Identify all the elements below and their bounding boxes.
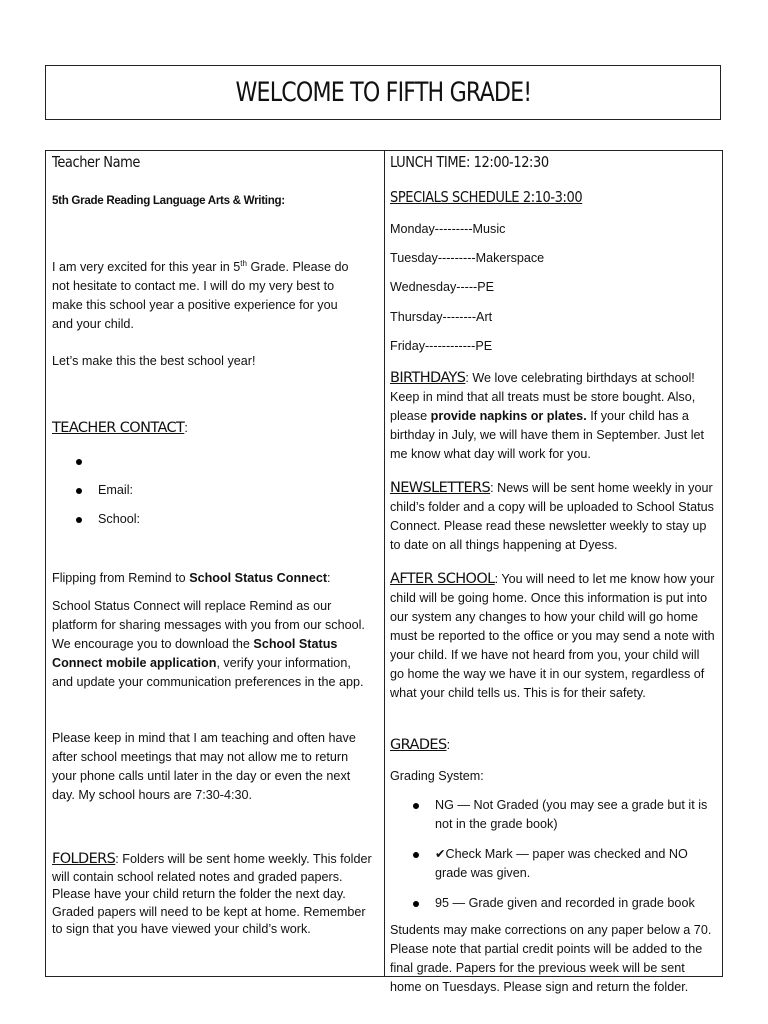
teacher-contact-heading: TEACHER CONTACT: [52,420,188,436]
newsletters-heading: NEWSLETTERS [390,480,491,496]
subject-heading: 5th Grade Reading Language Arts & Writing: [52,194,285,207]
grading-item: NG — Not Graded (you may see a grade but it is not in the grade book) [385,796,715,845]
newsletters-paragraph: NEWSLETTERS: News will be sent home weekly in your child’s folder and a copy will be uploaded to School Status Connect. Please read these newsletter weekly to stay up to date on all things happening at Dyess. [390,480,714,552]
grading-item: ✔Check Mark — paper was checked and NO grade was given. [385,845,715,894]
content-table [45,150,723,994]
schedule-item: Tuesday---------Makerspace [390,251,545,266]
contact-list [46,452,366,539]
specials-schedule-heading: SPECIALS SCHEDULE 2:10-3:00 [390,188,583,206]
page-title: WELCOME TO FIFTH GRADE! [235,77,531,108]
contact-item [46,452,366,481]
corrections-paragraph: Students may make corrections on any paper below a 70. Please note that partial credit points will be added to the final grade. Papers for the previous week will be sent home on Tuesdays. Please sign and return the folder. [390,923,712,994]
bullet-icon [413,901,419,907]
title-box [45,65,721,120]
contact-item-email: Email: [46,481,366,510]
schedule-item: Thursday--------Art [390,309,493,324]
grading-list [385,796,715,923]
schedule-item: Wednesday-----PE [390,280,495,295]
bullet-icon [76,459,82,465]
flipping-text: Flipping from Remind to School Status Connect: [52,571,331,585]
after-school-paragraph: AFTER SCHOOL: You will need to let me know how your child will be going home. Once this information is put into our system any changes to how your child will go home must be reported to the office or you may send a note with your child. If we have not heard from you, your child will go home the way we have it in our system, regardless of what your child tells us. This is for their safety. [390,571,715,700]
schedule-item: Monday---------Music [390,222,506,236]
intro-paragraph: I am very excited for this year in 5th Grade. Please do not hesitate to contact me. I will do my very best to make this school year a positive experience for you and your child. [52,258,349,331]
schedule-item: Friday------------PE [390,338,493,353]
grading-item: 95 — Grade given and recorded in grade book [385,894,715,923]
folders-paragraph: FOLDERS: Folders will be sent home weekly. This folder will contain school related notes and graded papers. Please have your child return the folder the next day. Graded papers will need to be kept at home. Remember to sign that you have viewed your child’s work. [52,851,372,936]
specials-schedule [390,220,544,366]
bullet-icon [76,517,82,523]
grading-system-label: Grading System: [390,769,484,783]
bullet-icon [76,488,82,494]
grades-heading-line: GRADES: [390,737,451,753]
left-column [46,151,384,976]
lets-make-text: Let’s make this the best school year! [52,354,256,368]
teaching-note: Please keep in mind that I am teaching and often have after school meetings that may not allow me to return your phone calls until later in the day or even the next day. My school hours are 7:30-4:30. [52,731,356,802]
folders-heading: FOLDERS [52,851,116,867]
grades-heading: GRADES [390,737,447,753]
birthdays-paragraph: BIRTHDAYS: We love celebrating birthdays at school! Keep in mind that all treats must be store bought. Also, please provide napkins or plates. If your child has a birthday in July, we will have them in September. Just let me know what day will work for you. [390,370,705,461]
ssc-paragraph: School Status Connect will replace Remind as our platform for sharing messages with you from our school. We encourage you to download the School Status Connect mobile application, verify your information, and update your communication preferences in the app. [52,599,365,689]
lunch-time: LUNCH TIME: 12:00-12:30 [390,153,549,171]
right-column [385,151,722,994]
contact-item-school: School: [46,510,366,539]
bullet-icon [413,852,419,858]
birthdays-heading: BIRTHDAYS [390,370,466,386]
after-school-heading: AFTER SCHOOL [390,571,495,587]
teacher-name: Teacher Name [52,153,141,171]
bullet-icon [413,803,419,809]
